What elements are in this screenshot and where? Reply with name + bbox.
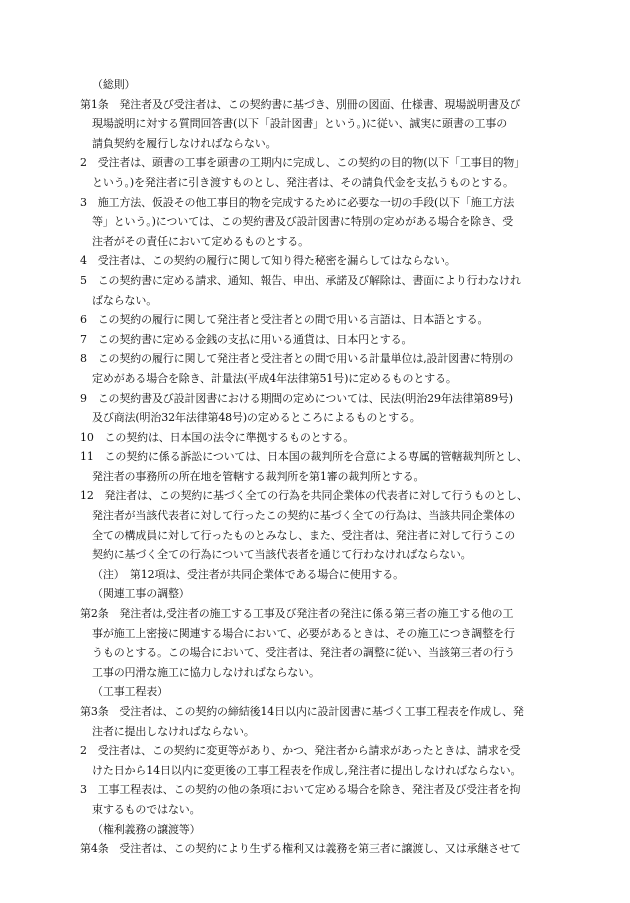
text-line: 第4条 受注者は、この契約により生ずる権利又は義務を第三者に譲渡し、又は承継させて bbox=[80, 842, 521, 856]
text-line: という。)を発注者に引き渡すものとし、発注者は、その請負代金を支払うものとする。 bbox=[92, 175, 514, 189]
text-line: うものとする。この場合において、受注者は、発注者の調整に従い、当該第三者の行う bbox=[92, 646, 515, 660]
text-line: 第1条 発注者及び受注者は、この契約書に基づき、別冊の図面、仕様書、現場説明書及び bbox=[80, 97, 521, 111]
contract-text-body bbox=[0, 75, 630, 859]
text-line: ばならない。 bbox=[92, 293, 158, 307]
text-line: 6 この契約の履行に関して発注者と受注者との間で用いる言語は、日本語とする。 bbox=[80, 313, 489, 327]
text-line: 契約に基づく全ての行為について当該代表者を通じて行わなければならない。 bbox=[92, 548, 472, 562]
text-line: 請負契約を履行しなければならない。 bbox=[92, 136, 277, 150]
article-heading: （関連工事の調整） bbox=[92, 587, 190, 601]
text-line: 等」という。)については、この契約書及び設計図書に特別の定めがある場合を除き、受 bbox=[92, 215, 514, 229]
article-heading: （総則） bbox=[92, 78, 136, 91]
text-line: 7 この契約書に定める金銭の支払に用いる通貨は、日本円とする。 bbox=[80, 332, 413, 346]
text-line: 2 受注者は、頭書の工事を頭書の工期内に完成し、この契約の目的物(以下「工事目的物」 bbox=[80, 156, 525, 170]
article-heading: （工事工程表） bbox=[92, 685, 168, 699]
text-line: 発注者が当該代表者に対して行ったこの契約に基づく全ての行為は、当該共同企業体の bbox=[92, 509, 516, 523]
text-line: 9 この契約書及び設計図書における期間の定めについては、民法(明治29年法律第89号) bbox=[80, 391, 513, 405]
text-line: けた日から14日以内に変更後の工事工程表を作成し,発注者に提出しなければならない。 bbox=[92, 763, 522, 777]
text-line: 事が施工上密接に関連する場合において、必要があるときは、その施工につき調整を行 bbox=[92, 626, 515, 640]
text-line: 3 施工方法、仮設その他工事目的物を完成するために必要な一切の手段(以下「施工方法 bbox=[80, 195, 515, 209]
text-line: 定めがある場合を除き、計量法(平成4年法律第51号)に定めるものとする。 bbox=[92, 371, 457, 385]
text-line: 10 この契約は、日本国の法令に準拠するものとする。 bbox=[80, 430, 355, 444]
text-line: 11 この契約に係る訴訟については、日本国の裁判所を合意による専属的管轄裁判所とし、 bbox=[80, 450, 528, 464]
text-line: 第3条 受注者は、この契約の締結後14日以内に設計図書に基づく工事工程表を作成し、発 bbox=[80, 705, 524, 718]
text-line: 注者に提出しなければならない。 bbox=[92, 724, 255, 738]
note-line: （注） 第12項は、受注者が共同企業体である場合に使用する。 bbox=[92, 567, 404, 581]
text-line: 現場説明に対する質問回答書(以下「設計図書」という。)に従い、誠実に頭書の工事の bbox=[92, 117, 508, 131]
text-line: 第2条 発注者は,受注者の施工する工事及び発注者の発注に係る第三者の施工する他の工 bbox=[80, 607, 514, 621]
text-line: 8 この契約の履行に関して発注者と受注者との間で用いる計量単位は,設計図書に特別の bbox=[80, 352, 514, 366]
text-line: 5 この契約書に定める請求、通知、報告、申出、承諾及び解除は、書面により行わなけれ bbox=[80, 273, 521, 287]
text-line: 4 受注者は、この契約の履行に関して知り得た秘密を漏らしてはならない。 bbox=[80, 254, 456, 268]
text-line: 注者がその責任において定めるものとする。 bbox=[92, 234, 309, 248]
text-line: 工事の円滑な施工に協力しなければならない。 bbox=[92, 665, 320, 679]
text-line: 2 受注者は、この契約に変更等があり、かつ、発注者から請求があったときは、請求を受 bbox=[80, 744, 521, 758]
article-heading: （権利義務の譲渡等） bbox=[92, 822, 201, 836]
text-line: 3 工事工程表は、この契約の他の条項において定める場合を除き、発注者及び受注者を拘 bbox=[80, 783, 521, 797]
text-line: 束するものではない。 bbox=[92, 802, 201, 816]
text-line: 発注者の事務所の所在地を管轄する裁判所を第1審の裁判所とする。 bbox=[92, 469, 425, 483]
text-line: 及び商法(明治32年法律第48号)の定めるところによるものとする。 bbox=[92, 411, 421, 425]
text-line: 12 発注者は、この契約に基づく全ての行為を共同企業体の代表者に対して行うものとし、 bbox=[80, 489, 528, 503]
text-line: 全ての構成員に対して行ったものとみなし、また、受注者は、発注者に対して行うこの bbox=[92, 528, 516, 542]
